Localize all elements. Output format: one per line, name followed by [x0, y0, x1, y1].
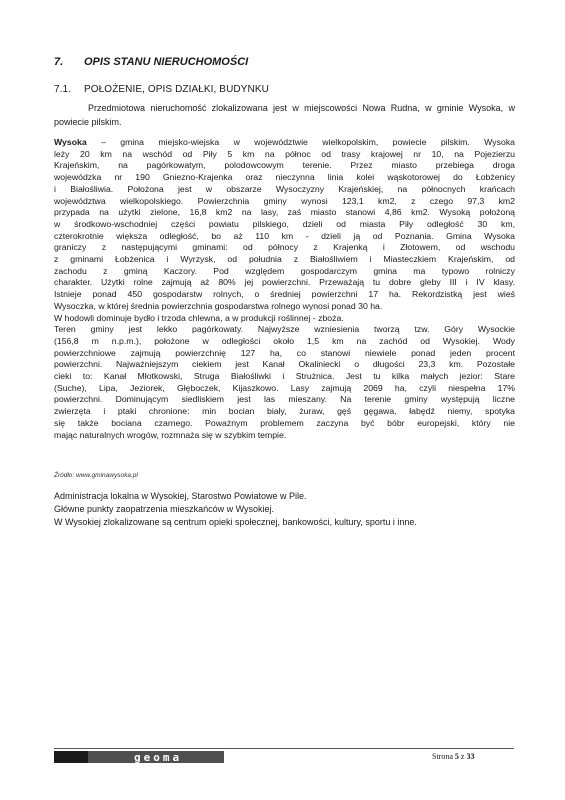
- main-line: się także bociana czarnego. Poważnym problemem zaczyna być bóbr europejski, który nie: [54, 417, 515, 428]
- section-heading: [54, 56, 248, 68]
- source-note: Źródło: www.gminawysoka.pl: [54, 472, 138, 479]
- main-line: leży 20 km na wschód od Piły 5 km na północ od trasy krajowej nr 10, na Pojezierzu: [54, 148, 515, 159]
- main-line: powierzchniowe zajmują powierzchnię 127 ha, co stanowi niewiele ponad jeden procent: [54, 347, 515, 358]
- main-line: mając naturalnych wrogów, rozmnaża się w szybkim tempie.: [54, 429, 287, 440]
- footer-divider: [54, 748, 514, 749]
- section-number: 7.: [54, 56, 64, 68]
- main-line: zachodu z gminą Kaczory. Pod względem gospodarczym gmina ma typowo rolniczy: [54, 265, 515, 276]
- section-title: OPIS STANU NIERUCHOMOŚCI: [84, 56, 249, 68]
- main-line: cieki to: Kanał Młotkowski, Struga Białośliwki i Strużnica. Jest tu kilka małych jezior: Stare: [54, 371, 515, 382]
- svg-text:geoma: geoma: [134, 751, 183, 763]
- main-line: (156,8 m n.p.m.), położone w odległości około 1,5 km na zachód od Wysokiej. Wody: [54, 335, 515, 346]
- main-line: (Suche), Lipa, Jeziorek, Głęboczek, Kijaszkowo. Lasy zajmują 2069 ha, czyli niespełna 17%: [54, 382, 515, 393]
- admin-line: Główne punkty zaopatrzenia mieszkańców w Wysokiej.: [54, 504, 275, 514]
- first-line-text: – gmina miejsko-wiejska w województwie wielkopolskim, powiecie pilskim. Wysoka: [86, 137, 515, 147]
- main-line: z gminami Łobżenica i Wyrzysk, od południa z Białośliwiem i Miasteczkiem Krajeńskim, od: [54, 254, 515, 265]
- admin-line: W Wysokiej zlokalizowane są centrum opieki społecznej, bankowości, kultury, sportu i inne.: [54, 517, 417, 527]
- main-line: charakter. Użytki rolne zajmują aż 80% jej powierzchni. Przeważają tu dobre gleby III i IV klasy.: [54, 277, 515, 288]
- main-line: Krajeńskim, na pagórkowatym, polodowcowym terenie. Przez miasto przebiega droga: [54, 160, 515, 171]
- main-line: powierzchni. Najważniejszym ciekiem jest Kanał Okaliniecki o długości 23,3 km. Pozostałe: [54, 359, 515, 370]
- main-line: województwa wielkopolskiego. Powierzchnia gminy wynosi 123,1 km2, z czego 97,3 km2: [54, 195, 515, 206]
- intro-paragraph: Przedmiotowa nieruchomość zlokalizowana jest w miejscowości Nowa Rudna, w gminie Wysoka, w powiecie pilskim.: [54, 103, 515, 127]
- main-line: graniczy z następującymi gminami: od północy z Krajenką i Złotowem, od wschodu: [54, 242, 515, 253]
- main-line: i Białośliwia. Położona jest w obszarze Wysoczyzny Krajeńskiej, na północnych krańcach: [54, 183, 515, 194]
- main-paragraph: [54, 137, 515, 441]
- bold-keyword: Wysoka: [54, 137, 87, 147]
- admin-line: Administracja lokalna w Wysokiej, Starostwo Powiatowe w Pile.: [54, 491, 307, 501]
- main-line: zwierzęta i ptaki chronione: min bocian biały, żuraw, gęś gęgawa, łabędź niemy, spotyka: [54, 406, 515, 417]
- subsection-heading: [54, 84, 269, 95]
- admin-paragraph: [54, 490, 524, 529]
- main-line: przypada na użytki zielone, 16,8 km2 na lasy, zaś miasto stanowi 4,86 km2. Wysoką położoną: [54, 207, 515, 218]
- page-number: Strona 5 z 33: [432, 752, 475, 761]
- subsection-title: POŁOŻENIE, OPIS DZIAŁKI, BUDYNKU: [84, 84, 269, 95]
- main-line: czterokrotnie większa odległość, bo aż 110 km - dzieli ją od Poznania. Gmina Wysoka: [54, 230, 515, 241]
- main-line: Wysoczka, w której średnia powierzchnia gospodarstwa rolnego wynosi ponad 30 ha.: [54, 300, 383, 311]
- main-line: Teren gminy jest lekko pagórkowaty. Najwyższe wzniesienia tworzą tzw. Góry Wysockie: [54, 324, 515, 335]
- main-line: powierzchni. Dominującym siedliskiem jest las mieszany. Na terenie gminy występują liczne: [54, 394, 515, 405]
- main-line: Istnieje ponad 450 gospodarstw rolnych, o średniej powierzchni 17 ha. Rekordzistką jest wieś: [54, 289, 515, 300]
- main-line: wojewódzka nr 190 Gniezno-Krajenka oraz nieczynna linia kolei wąskotorowej do Łobżenicy: [54, 172, 515, 183]
- main-line: w środkowo-wschodniej części powiatu pilskiego, dzieli od miasta Piły odległość 30 km,: [54, 218, 515, 229]
- main-line-first: [54, 137, 515, 149]
- subsection-number: 7.1.: [54, 84, 72, 95]
- main-line: W hodowli dominuje bydło i trzoda chlewna, a w produkcji roślinnej - zboża.: [54, 312, 344, 323]
- geoma-logo: [54, 751, 224, 763]
